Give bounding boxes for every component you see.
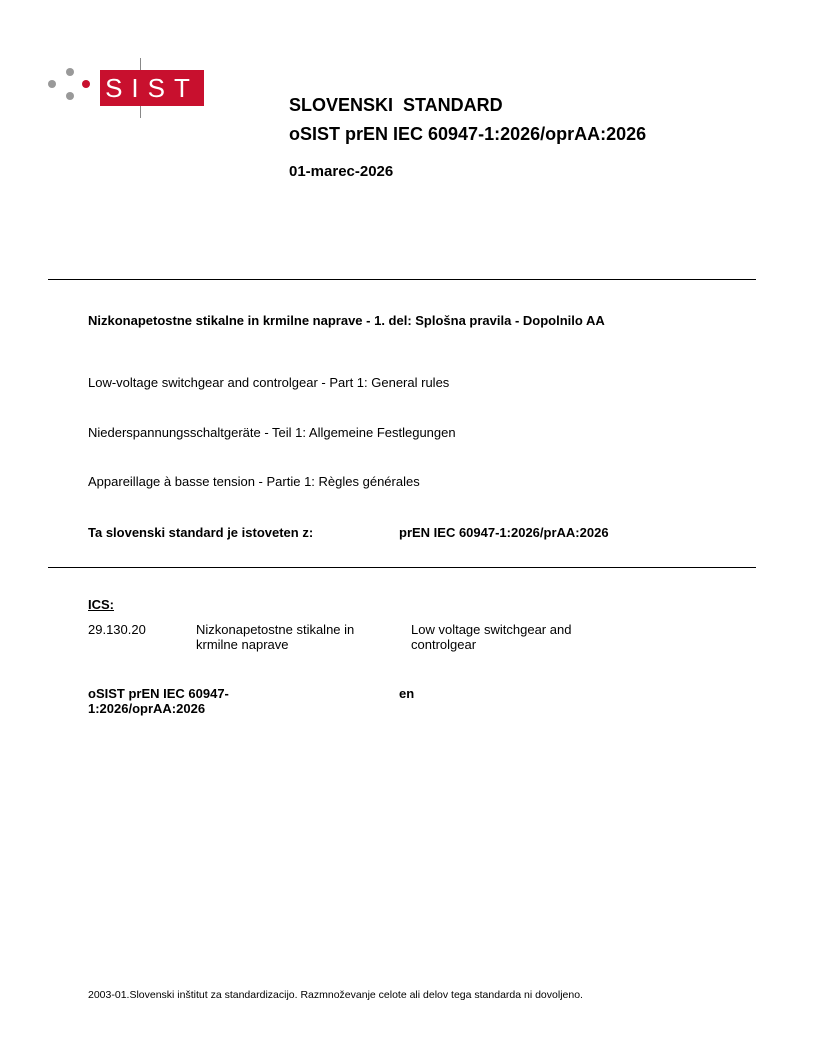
publication-date: 01-marec-2026 — [289, 163, 394, 180]
divider-top — [48, 279, 756, 280]
footer-language: en — [399, 686, 415, 701]
identical-value: prEN IEC 60947-1:2026/prAA:2026 — [399, 525, 609, 540]
sist-logo — [48, 60, 208, 120]
ics-english-desc: Low voltage switchgear and controlgear — [411, 622, 572, 652]
ics-code: 29.130.20 — [88, 622, 146, 637]
ics-slovenian-desc: Nizkonapetostne stikalne in krmilne naprave — [196, 622, 355, 652]
logo-dot — [48, 80, 56, 88]
logo-dot — [66, 68, 74, 76]
logo-dot — [82, 80, 90, 88]
standard-designation: oSIST prEN IEC 60947-1:2026/oprAA:2026 — [289, 124, 647, 144]
ics-heading: ICS: — [88, 597, 114, 612]
standard-type: SLOVENSKI STANDARD — [289, 95, 503, 115]
logo-wordmark: SIST — [100, 70, 204, 106]
footer-designation: oSIST prEN IEC 60947-1:2026/oprAA:2026 — [88, 686, 229, 716]
divider-bottom — [48, 567, 756, 568]
title-german: Niederspannungsschaltgeräte - Teil 1: Allgemeine Festlegungen — [88, 425, 456, 440]
logo-dot — [66, 92, 74, 100]
title-slovenian: Nizkonapetostne stikalne in krmilne naprave - 1. del: Splošna pravila - Dopolnilo AA — [88, 313, 605, 328]
copyright-notice: 2003-01.Slovenski inštitut za standardizacijo. Razmnoževanje celote ali delov tega standarda ni dovoljeno. — [88, 989, 583, 1001]
identical-label: Ta slovenski standard je istoveten z: — [88, 525, 314, 540]
title-english: Low-voltage switchgear and controlgear - Part 1: General rules — [88, 375, 450, 390]
title-french: Appareillage à basse tension - Partie 1: Règles générales — [88, 474, 420, 489]
